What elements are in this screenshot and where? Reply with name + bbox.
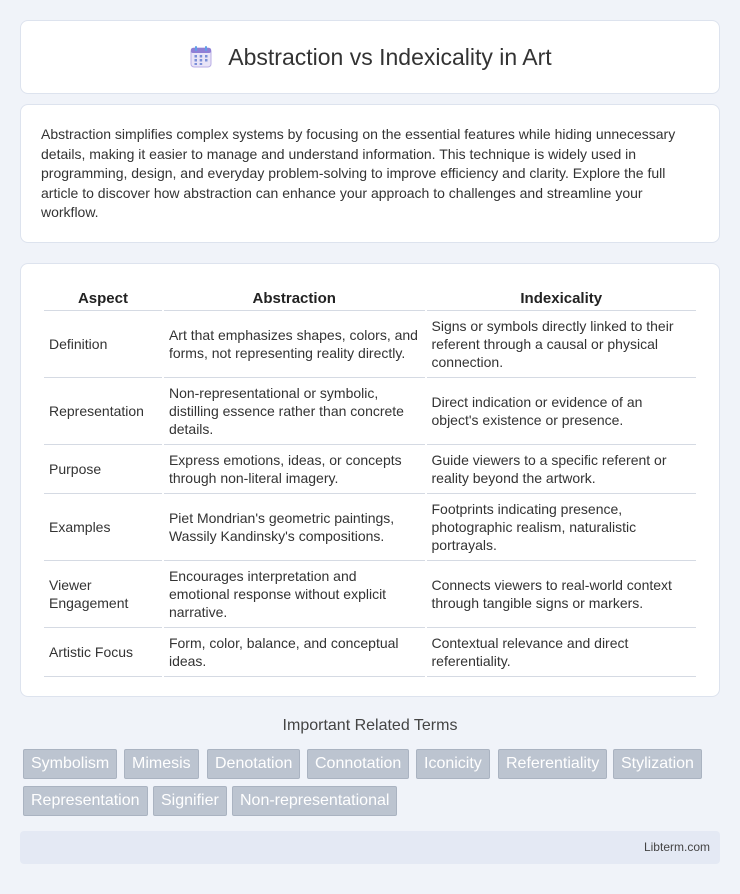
tag-referentiality[interactable]: Referentiality: [498, 749, 607, 779]
header-aspect: Aspect: [44, 286, 162, 311]
tag-mimesis[interactable]: Mimesis: [124, 749, 199, 779]
calendar-icon: [188, 44, 214, 70]
cell-indexicality: Contextual relevance and direct referentiality.: [427, 628, 697, 677]
intro-text: Abstraction simplifies complex systems by focusing on the essential features while hiding unnecessary details, making it easier to manage and understand information. This technique is widely used in programming, design, and everyday problem-solving to improve efficiency and clarity. Explore the full article to discover how abstraction can enhance your approach to challenges and streamline your workflow.: [41, 126, 676, 220]
header-indexicality: Indexicality: [427, 286, 697, 311]
tag-denotation[interactable]: Denotation: [207, 749, 300, 779]
cell-abstraction: Form, color, balance, and conceptual ideas.: [164, 628, 425, 677]
table-row: [44, 378, 696, 445]
tag-non-representational[interactable]: Non-representational: [232, 786, 397, 816]
tag-symbolism[interactable]: Symbolism: [23, 749, 117, 779]
related-terms-title: Important Related Terms: [282, 717, 458, 734]
table-row: [44, 561, 696, 628]
comparison-table-card: [20, 263, 720, 697]
cell-abstraction: Non-representational or symbolic, distilling essence rather than concrete details.: [164, 378, 425, 445]
cell-aspect: Purpose: [44, 445, 162, 494]
table-header-row: [44, 286, 696, 311]
cell-aspect: Examples: [44, 494, 162, 561]
cell-aspect: Artistic Focus: [44, 628, 162, 677]
table-row: [44, 628, 696, 677]
comparison-table: [42, 286, 698, 677]
intro-card: [20, 104, 720, 243]
tag-signifier[interactable]: Signifier: [153, 786, 227, 816]
title-wrap: [188, 44, 551, 71]
table-row: [44, 494, 696, 561]
cell-aspect: Representation: [44, 378, 162, 445]
table-row: [44, 311, 696, 378]
page-title: Abstraction vs Indexicality in Art: [228, 43, 552, 70]
cell-indexicality: Signs or symbols directly linked to their referent through a causal or physical connection.: [427, 311, 697, 378]
cell-abstraction: Express emotions, ideas, or concepts through non-literal imagery.: [164, 445, 425, 494]
footer-brand[interactable]: Libterm.com: [643, 840, 710, 854]
header-card: [20, 20, 720, 94]
tag-connotation[interactable]: Connotation: [307, 749, 409, 779]
cell-abstraction: Piet Mondrian's geometric paintings, Wassily Kandinsky's compositions.: [164, 494, 425, 561]
cell-aspect: Viewer Engagement: [44, 561, 162, 628]
tag-iconicity[interactable]: Iconicity: [416, 749, 490, 779]
table-row: [44, 445, 696, 494]
header-abstraction: Abstraction: [164, 286, 425, 311]
cell-indexicality: Footprints indicating presence, photographic realism, naturalistic portrayals.: [427, 494, 697, 561]
footer: [20, 831, 720, 864]
cell-aspect: Definition: [44, 311, 162, 378]
tag-representation[interactable]: Representation: [23, 786, 148, 816]
tag-stylization[interactable]: Stylization: [613, 749, 702, 779]
cell-indexicality: Direct indication or evidence of an object's existence or presence.: [427, 378, 697, 445]
cell-indexicality: Guide viewers to a specific referent or reality beyond the artwork.: [427, 445, 697, 494]
cell-indexicality: Connects viewers to real-world context through tangible signs or markers.: [427, 561, 697, 628]
cell-abstraction: Art that emphasizes shapes, colors, and forms, not representing reality directly.: [164, 311, 425, 378]
cell-abstraction: Encourages interpretation and emotional response without explicit narrative.: [164, 561, 425, 628]
